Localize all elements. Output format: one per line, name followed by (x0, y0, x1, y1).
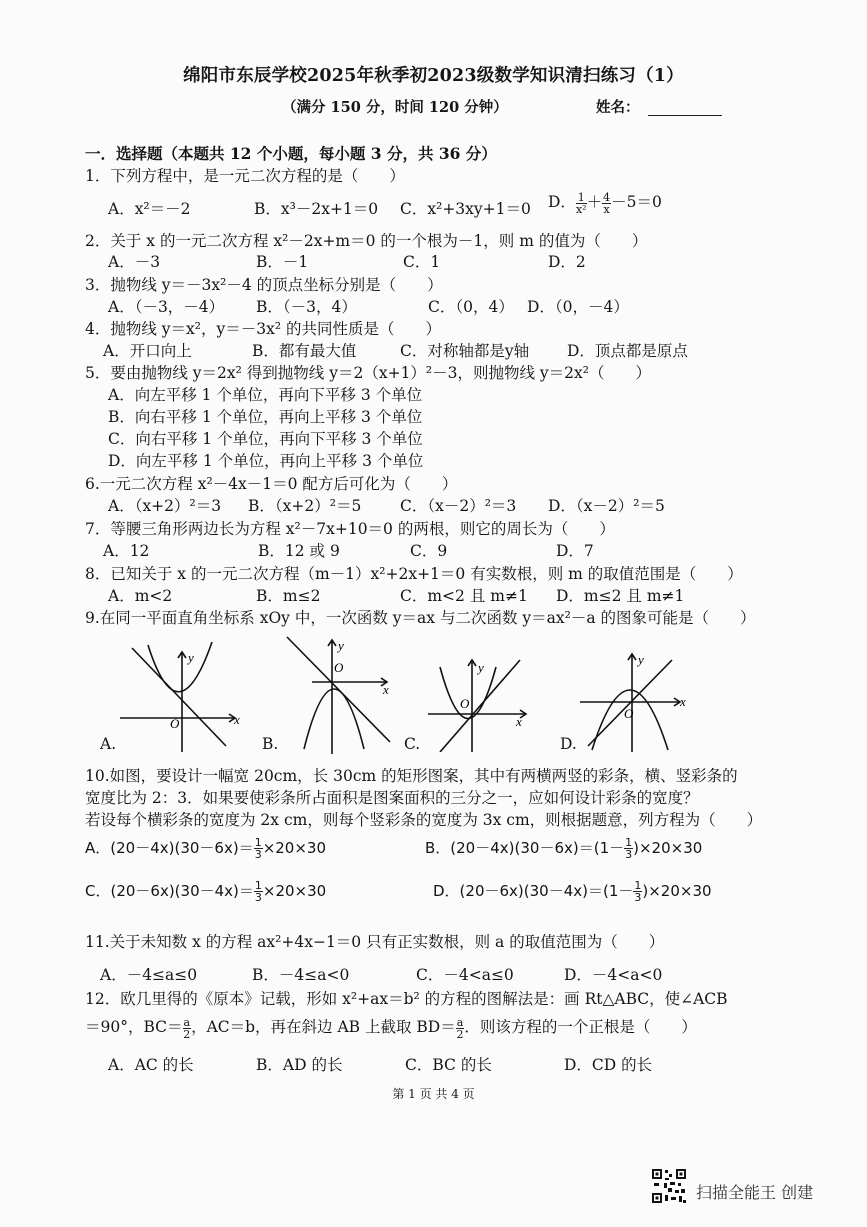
scanner-watermark: 扫描全能王 创建 (696, 1183, 814, 1202)
q8-option-a[interactable]: A．m<2 (108, 587, 173, 605)
svg-text:O: O (460, 696, 470, 711)
q1-stem: 1．下列方程中，是一元二次方程的是（ ） (85, 167, 405, 185)
q6-option-a[interactable]: A．（x+2）²＝3 (108, 497, 222, 515)
svg-text:x: x (234, 712, 240, 727)
q12-option-a[interactable]: A．AC 的长 (108, 1056, 194, 1074)
q1-d-fraction-2: $\frac{4}{x}$ (603, 190, 611, 216)
q3-option-a[interactable]: A．（－3，－4） (108, 298, 225, 316)
q9-graph-b[interactable] (282, 634, 397, 754)
q3-stem: 3．抛物线 y＝－3x²－4 的顶点坐标分别是（ ） (85, 276, 443, 294)
q1-option-c[interactable]: C．x²+3xy+1＝0 (400, 200, 531, 218)
q5-option-d[interactable]: D．向左平移 1 个单位，再向上平移 3 个单位 (108, 452, 424, 470)
q1-option-a[interactable]: A．x²＝－2 (108, 200, 191, 218)
q3-option-c[interactable]: C．（0，4） (428, 298, 514, 316)
q5-option-b[interactable]: B．向右平移 1 个单位，再向上平移 3 个单位 (108, 408, 423, 426)
q4-option-c[interactable]: C．对称轴都是y轴 (400, 342, 530, 360)
q11-option-a[interactable]: A．－4≤a≤0 (100, 966, 198, 984)
svg-text:y: y (338, 638, 344, 653)
exam-info: （满分 150 分，时间 120 分钟） (282, 99, 508, 116)
q8-option-b[interactable]: B．m≤2 (256, 587, 321, 605)
q5-stem: 5．要由抛物线 y＝2x² 得到抛物线 y＝2（x+1）²－3，则抛物线 y＝2x²（ ） (85, 364, 652, 382)
q12-option-b[interactable]: B．AD 的长 (256, 1056, 343, 1074)
q7-stem: 7．等腰三角形两边长为方程 x²－7x+10＝0 的两根，则它的周长为（ ） (85, 520, 615, 538)
q9-option-a[interactable]: A. (100, 735, 117, 753)
q10-option-a[interactable]: A．(20－4x)(30－6x)＝ $\frac{1}{3}$ ×20×30 (85, 836, 326, 861)
q12-option-c[interactable]: C．BC 的长 (405, 1056, 492, 1074)
q10-line1: 10.如图，要设计一幅宽 20cm，长 30cm 的矩形图案，其中有两横两竖的彩条，横、竖彩条的 (85, 767, 738, 785)
q10-line2: 宽度比为 2：3．如果要使彩条所占面积是图案面积的三分之一，应如何设计彩条的宽度？ (85, 789, 699, 807)
svg-text:y: y (478, 660, 484, 675)
page-footer: 第 1 页 共 4 页 (392, 1087, 475, 1101)
q9-stem: 9.在同一平面直角坐标系 xOy 中，一次函数 y＝ax 与二次函数 y＝ax²－a 的图象可能是（ ） (85, 609, 756, 627)
q1-d-fraction-1: $\frac{1}{\text{x²}}$ (575, 190, 587, 216)
q10-option-c[interactable]: C．(20－6x)(30－4x)＝ $\frac{1}{3}$ ×20×30 (85, 879, 327, 904)
q12-line1: 12．欧几里得的《原本》记载，形如 x²+ax＝b² 的方程的图解法是：画 Rt△ABC，使∠ACB (85, 990, 728, 1008)
svg-text:O: O (170, 716, 180, 731)
q2-option-b[interactable]: B．－1 (256, 253, 309, 271)
q8-option-d[interactable]: D．m≤2 且 m≠1 (556, 587, 685, 605)
q8-option-c[interactable]: C．m<2 且 m≠1 (400, 587, 528, 605)
q6-option-b[interactable]: B．（x+2）²＝5 (248, 497, 362, 515)
svg-text:x: x (383, 682, 389, 697)
q3-option-b[interactable]: B．（－3，4） (256, 298, 357, 316)
q1-option-d[interactable]: D． $\frac{1}{\text{x²}}$ ＋ $\frac{4}{x}$ －5＝0 (548, 190, 662, 216)
q5-option-c[interactable]: C．向右平移 1 个单位，再向下平移 3 个单位 (108, 430, 423, 448)
section-heading: 一．选择题（本题共 12 个小题，每小题 3 分，共 36 分） (85, 144, 497, 163)
q6-option-c[interactable]: C．（x－2）²＝3 (400, 497, 517, 515)
q9-option-b[interactable]: B. (262, 735, 279, 753)
q12-option-d[interactable]: D．CD 的长 (564, 1056, 653, 1074)
q4-stem: 4．抛物线 y＝x²，y＝－3x² 的共同性质是（ ） (85, 320, 442, 338)
q11-option-d[interactable]: D．－4<a<0 (564, 966, 663, 984)
svg-text:y: y (188, 650, 194, 665)
q8-stem: 8．已知关于 x 的一元二次方程（m－1）x²+2x+1＝0 有实数根，则 m 的取值范围是（ ） (85, 565, 743, 583)
q4-option-d[interactable]: D．顶点都是原点 (567, 342, 688, 360)
q9-graph-d[interactable] (580, 650, 695, 752)
q9-option-d[interactable]: D. (560, 735, 577, 753)
q7-option-a[interactable]: A．12 (103, 542, 150, 560)
q9-option-c[interactable]: C. (404, 735, 421, 753)
svg-text:O: O (624, 706, 634, 721)
q11-option-b[interactable]: B．－4≤a<0 (252, 966, 350, 984)
q12-fraction-bd: $\frac{a}{2}$ (456, 1015, 464, 1041)
q10-line3: 若设每个横彩条的宽度为 2x cm，则每个竖彩条的宽度为 3x cm，则根据题意，列方程为（ ） (85, 811, 763, 829)
q3-option-d[interactable]: D．（0，－4） (527, 298, 629, 316)
q2-option-c[interactable]: C．1 (403, 253, 441, 271)
q9-graph-a[interactable] (120, 640, 260, 752)
q2-stem: 2．关于 x 的一元二次方程 x²－2x+m＝0 的一个根为－1，则 m 的值为（ ） (85, 232, 648, 250)
q6-option-d[interactable]: D．（x－2）²＝5 (548, 497, 665, 515)
q10-option-d[interactable]: D．(20－6x)(30－4x)＝(1－ $\frac{1}{3}$ )×20×30 (433, 879, 712, 904)
q7-option-d[interactable]: D．7 (556, 542, 594, 560)
q7-option-c[interactable]: C．9 (410, 542, 448, 560)
svg-text:O: O (334, 660, 344, 675)
q2-option-a[interactable]: A．－3 (108, 253, 161, 271)
svg-text:x: x (680, 694, 686, 709)
q11-stem: 11.关于未知数 x 的方程 ax²+4x−1＝0 只有正实数根，则 a 的取值范围为（ ） (85, 933, 665, 951)
q9-graph-c[interactable] (428, 652, 543, 752)
q1-d-prefix: D． (548, 193, 576, 211)
name-blank[interactable] (648, 115, 722, 116)
q10-option-b[interactable]: B．(20－4x)(30－6x)＝(1－ $\frac{1}{3}$ )×20×30 (425, 836, 703, 861)
q4-option-a[interactable]: A．开口向上 (103, 342, 192, 360)
q11-option-c[interactable]: C．－4<a≤0 (416, 966, 514, 984)
q12-fraction-bc: $\frac{a}{2}$ (183, 1015, 191, 1041)
page-title: 绵阳市东辰学校2025年秋季初2023级数学知识清扫练习（1） (183, 66, 684, 86)
q7-option-b[interactable]: B．12 或 9 (258, 542, 340, 560)
q1-option-b[interactable]: B．x³－2x+1＝0 (254, 200, 379, 218)
qr-code-icon (651, 1168, 687, 1204)
svg-text:x: x (516, 714, 522, 729)
q6-stem: 6.一元二次方程 x²－4x－1＝0 配方后可化为（ ） (85, 475, 458, 493)
q4-option-b[interactable]: B．都有最大值 (252, 342, 357, 360)
q5-option-a[interactable]: A．向左平移 1 个单位，再向下平移 3 个单位 (108, 386, 423, 404)
q12-line2: ＝90°，BC＝ $\frac{a}{2}$ ，AC＝b，再在斜边 AB 上截取 BD＝ $\frac{a}{2}$ ．则该方程的一个正根是（ ） (85, 1015, 697, 1041)
name-label: 姓名： (596, 99, 640, 116)
q2-option-d[interactable]: D．2 (548, 253, 586, 271)
svg-text:y: y (638, 652, 644, 667)
